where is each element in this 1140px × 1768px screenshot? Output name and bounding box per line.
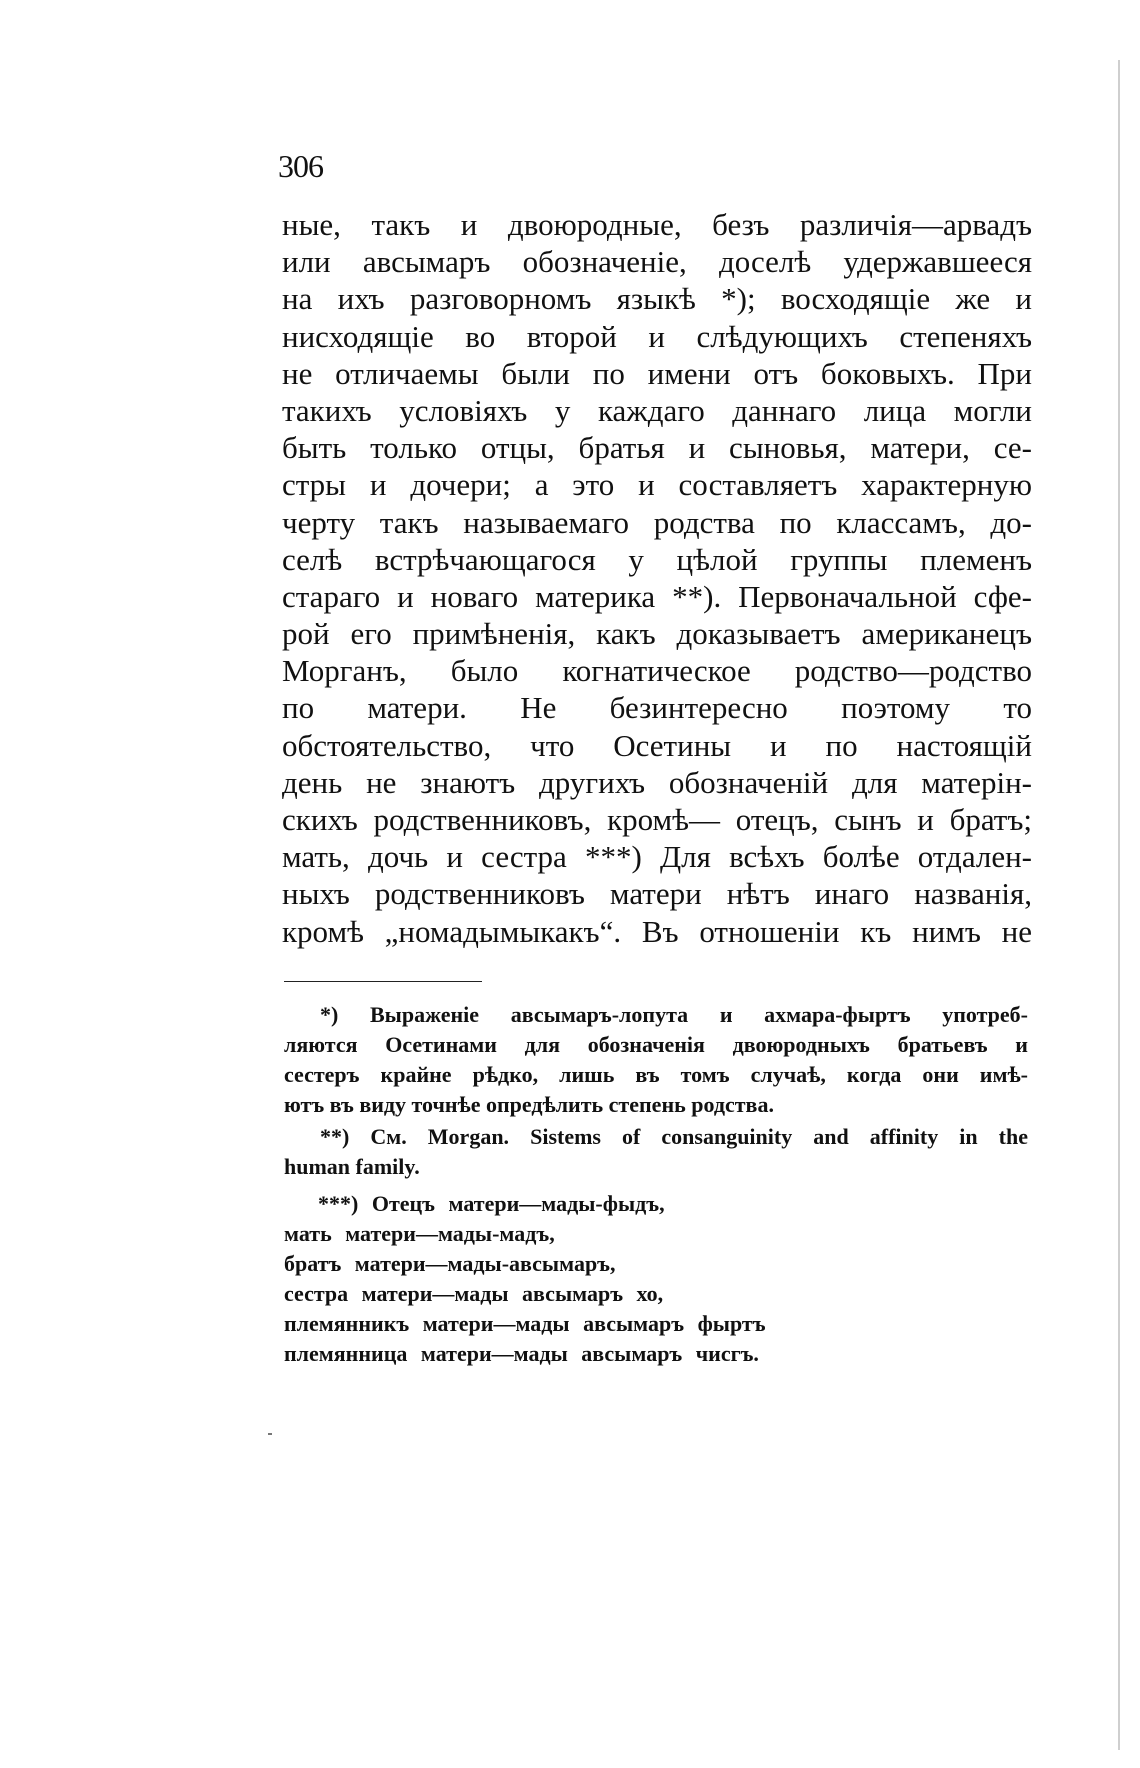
text-line: рой его примѣненія, какъ доказываетъ американецъ bbox=[282, 616, 1032, 652]
text-line: ныхъ родственниковъ матери нѣтъ инаго названія, bbox=[282, 876, 1032, 912]
footnote-3-line: мать матери—мады-мадъ, bbox=[284, 1221, 555, 1246]
text-line: черту такъ называемаго родства по классамъ, до- bbox=[282, 504, 1032, 540]
footnote-separator bbox=[284, 981, 482, 982]
text-line: мать, дочь и сестра ***) Для всѣхъ болѣе отдален- bbox=[282, 839, 1032, 875]
text-line: ные, такъ и двоюродные, безъ различія—арвадъ bbox=[282, 207, 1032, 242]
text-line: нисходящіе во второй и слѣдующихъ степеняхъ bbox=[282, 318, 1032, 354]
text-line: стры и дочери; а это и составляетъ характерную bbox=[282, 467, 1032, 503]
footnote-2-line: **) См. Morgan. Sistems of consanguinity and affinity in the bbox=[320, 1124, 1028, 1149]
footnote-3-line: ***) Отецъ матери—мады-фыдъ, bbox=[318, 1191, 665, 1216]
footnote-3-line: сестра матери—мады авсымаръ хо, bbox=[284, 1281, 664, 1306]
footnote-1-line: ютъ въ виду точнѣе опредѣлить степень родства. bbox=[284, 1092, 774, 1117]
scan-artifact-mark bbox=[268, 1433, 272, 1435]
text-line: селѣ встрѣчающагося у цѣлой группы племенъ bbox=[282, 541, 1032, 577]
page-number: 306 bbox=[278, 148, 323, 184]
text-line: Морганъ, было когнатическое родство—родство bbox=[282, 653, 1032, 689]
footnote-3-line: племянникъ матери—мады авсымаръ фыртъ bbox=[284, 1311, 766, 1336]
text-line: кромѣ „номадымыкакъ“. Въ отношеніи къ нимъ не bbox=[282, 913, 1032, 949]
text-line: стараго и новаго материка **). Первоначальной сфе- bbox=[282, 578, 1032, 614]
footnote-3-line: племянница матери—мады авсымаръ чисгъ. bbox=[284, 1341, 759, 1366]
text-line: не отличаемы были по имени отъ боковыхъ. При bbox=[282, 355, 1032, 391]
footnote-3-line: братъ матери—мады-авсымаръ, bbox=[284, 1251, 616, 1276]
text-line: такихъ условіяхъ у каждаго даннаго лица могли bbox=[282, 392, 1032, 428]
text-line: быть только отцы, братья и сыновья, матери, се- bbox=[282, 430, 1032, 466]
footnote-1-line: ляются Осетинами для обозначенія двоюродныхъ братьевъ и bbox=[284, 1032, 1028, 1057]
main-text-block bbox=[282, 206, 1032, 950]
footnote-1-line: сестеръ крайне рѣдко, лишь въ томъ случаѣ, когда они имѣ- bbox=[284, 1062, 1028, 1087]
footnote-3-list bbox=[284, 1189, 844, 1369]
text-line: день не знаютъ другихъ обозначеній для матерін- bbox=[282, 764, 1032, 800]
text-line: по матери. Не безинтересно поэтому то bbox=[282, 690, 1032, 726]
footnote-1-line: *) Выраженіе авсымаръ-лопута и ахмара-фыртъ употреб- bbox=[320, 1002, 1028, 1027]
footnote-2-line: human family. bbox=[284, 1154, 420, 1179]
text-line: обстоятельство, что Осетины и по настоящій bbox=[282, 727, 1032, 763]
text-line: скихъ родственниковъ, кромѣ— отецъ, сынъ и братъ; bbox=[282, 802, 1032, 837]
scan-edge-line bbox=[1118, 60, 1120, 1750]
footnotes-block bbox=[284, 1000, 1028, 1182]
text-line: на ихъ разговорномъ языкѣ *); восходящіе же и bbox=[282, 281, 1032, 317]
text-line: или авсымаръ обозначеніе, доселѣ удержавшееся bbox=[282, 244, 1032, 280]
